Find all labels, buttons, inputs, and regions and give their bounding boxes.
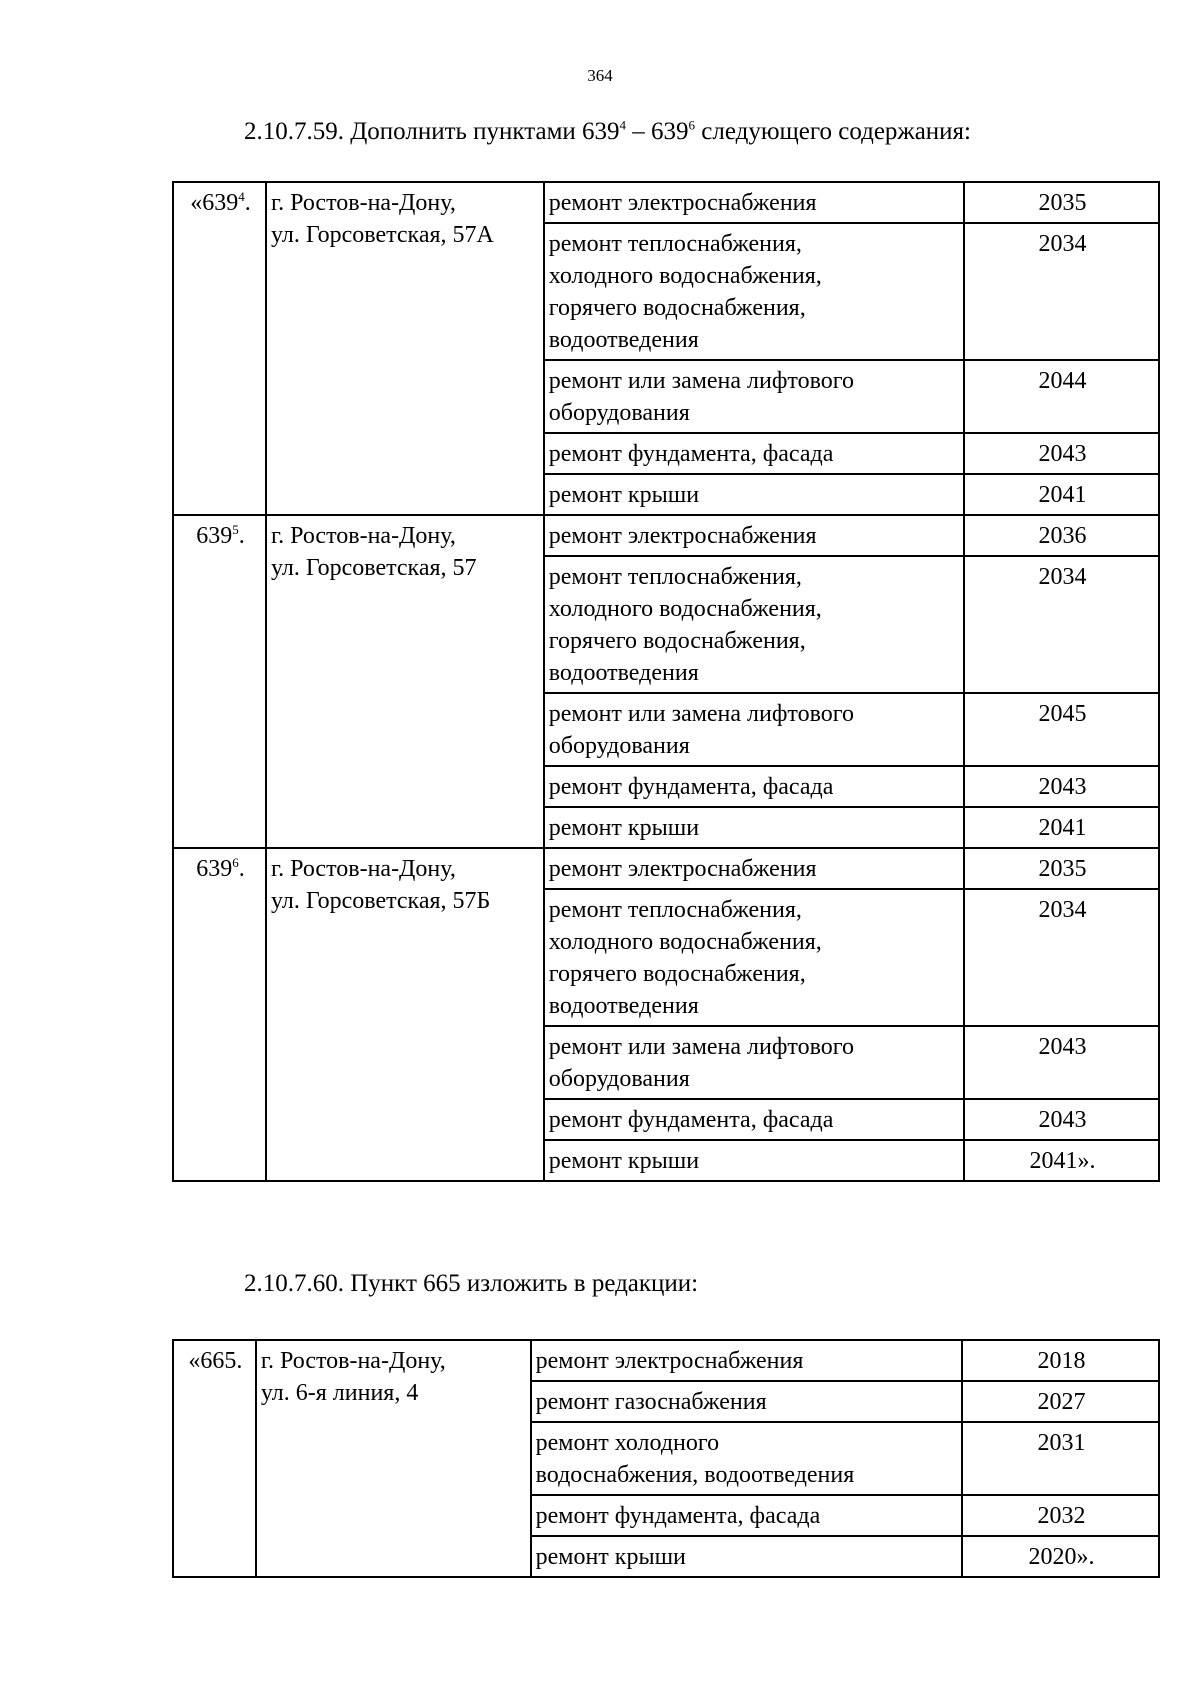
address-cell bbox=[266, 515, 544, 848]
planned-year-cell: 2041». bbox=[964, 1140, 1159, 1181]
work-type-cell bbox=[544, 766, 964, 807]
work-type-line: ремонт или замена лифтового bbox=[548, 1034, 855, 1060]
address-cell bbox=[266, 848, 544, 1181]
work-type-line: ремонт электроснабжения bbox=[548, 523, 817, 549]
work-type-cell bbox=[544, 223, 964, 360]
address-line: ул. Горсоветская, 57Б bbox=[270, 888, 491, 914]
work-type-line: холодного водоснабжения, bbox=[548, 596, 822, 622]
work-type-line: ремонт теплоснабжения, bbox=[548, 231, 802, 257]
work-type-line: водоотведения bbox=[548, 993, 699, 1019]
heading-text-mid: – 639 bbox=[626, 118, 689, 145]
section-heading-2-10-7-59 bbox=[244, 118, 971, 146]
work-type-line: ремонт электроснабжения bbox=[548, 856, 817, 882]
planned-year-cell: 2020». bbox=[962, 1536, 1159, 1577]
item-number-suffix: . bbox=[238, 523, 245, 549]
work-type-line: ремонт фундамента, фасада bbox=[535, 1503, 821, 1529]
work-type-line: ремонт крыши bbox=[548, 1148, 700, 1174]
work-type-cell bbox=[544, 848, 964, 889]
work-type-line: ремонт газоснабжения bbox=[535, 1389, 767, 1415]
heading-text-prefix: 2.10.7.59. Дополнить пунктами 639 bbox=[244, 118, 620, 145]
heading-text-suffix: следующего содержания: bbox=[695, 118, 971, 145]
item-number bbox=[173, 1340, 256, 1577]
planned-year-cell: 2043 bbox=[964, 1026, 1159, 1099]
repair-schedule-table-1 bbox=[172, 181, 1160, 1182]
work-type-cell bbox=[544, 433, 964, 474]
item-number bbox=[173, 515, 266, 848]
work-type-cell bbox=[544, 1140, 964, 1181]
address-line: г. Ростов-на-Дону, bbox=[270, 523, 456, 549]
table-row bbox=[173, 1340, 1159, 1381]
planned-year-cell: 2036 bbox=[964, 515, 1159, 556]
planned-year-cell: 2041 bbox=[964, 474, 1159, 515]
work-type-cell bbox=[531, 1340, 962, 1381]
work-type-cell bbox=[544, 515, 964, 556]
item-number-superscript: 4 bbox=[238, 189, 245, 204]
address-line: ул. Горсоветская, 57А bbox=[270, 222, 494, 248]
address-line: г. Ростов-на-Дону, bbox=[260, 1348, 446, 1374]
work-type-line: ремонт фундамента, фасада bbox=[548, 774, 834, 800]
item-number bbox=[173, 848, 266, 1181]
planned-year-cell: 2035 bbox=[964, 848, 1159, 889]
work-type-line: водоотведения bbox=[548, 660, 699, 686]
planned-year-cell: 2043 bbox=[964, 1099, 1159, 1140]
address-line: г. Ростов-на-Дону, bbox=[270, 856, 456, 882]
item-number-text: 639 bbox=[196, 523, 233, 549]
item-number-text: «665. bbox=[188, 1348, 243, 1374]
repair-schedule-table-2 bbox=[172, 1339, 1160, 1578]
item-number bbox=[173, 182, 266, 515]
work-type-cell bbox=[544, 1026, 964, 1099]
work-type-line: оборудования bbox=[548, 733, 690, 759]
item-number-superscript: 5 bbox=[232, 522, 239, 537]
planned-year-cell: 2018 bbox=[962, 1340, 1159, 1381]
work-type-line: оборудования bbox=[548, 1066, 690, 1092]
work-type-cell bbox=[531, 1422, 962, 1495]
work-type-cell bbox=[544, 474, 964, 515]
planned-year-cell: 2045 bbox=[964, 693, 1159, 766]
planned-year-cell: 2044 bbox=[964, 360, 1159, 433]
item-number-text: «639 bbox=[190, 190, 239, 216]
item-number-suffix: . bbox=[238, 856, 245, 882]
section-heading-2-10-7-60: 2.10.7.60. Пункт 665 изложить в редакции: bbox=[244, 1270, 699, 1297]
work-type-line: ремонт крыши bbox=[548, 482, 700, 508]
work-type-cell bbox=[544, 693, 964, 766]
work-type-line: ремонт крыши bbox=[548, 815, 700, 841]
work-type-line: водоотведения bbox=[548, 327, 699, 353]
planned-year-cell: 2035 bbox=[964, 182, 1159, 223]
planned-year-cell: 2034 bbox=[964, 556, 1159, 693]
planned-year-cell: 2043 bbox=[964, 433, 1159, 474]
heading-superscript-start: 4 bbox=[619, 117, 627, 133]
work-type-cell bbox=[544, 556, 964, 693]
planned-year-cell: 2034 bbox=[964, 889, 1159, 1026]
work-type-line: ремонт фундамента, фасада bbox=[548, 1107, 834, 1133]
work-type-line: ремонт холодного bbox=[535, 1430, 720, 1456]
address-line: ул. 6-я линия, 4 bbox=[260, 1380, 419, 1406]
work-type-line: горячего водоснабжения, bbox=[548, 295, 806, 321]
item-number-suffix: . bbox=[244, 190, 251, 216]
address-line: г. Ростов-на-Дону, bbox=[270, 190, 456, 216]
planned-year-cell: 2034 bbox=[964, 223, 1159, 360]
page-number: 364 bbox=[587, 66, 613, 85]
work-type-line: ремонт теплоснабжения, bbox=[548, 564, 802, 590]
work-type-cell bbox=[544, 807, 964, 848]
work-type-line: горячего водоснабжения, bbox=[548, 628, 806, 654]
planned-year-cell: 2027 bbox=[962, 1381, 1159, 1422]
item-number-superscript: 6 bbox=[232, 855, 239, 870]
planned-year-cell: 2031 bbox=[962, 1422, 1159, 1495]
work-type-line: ремонт электроснабжения bbox=[535, 1348, 804, 1374]
table-row bbox=[173, 182, 1159, 223]
planned-year-cell: 2032 bbox=[962, 1495, 1159, 1536]
planned-year-cell: 2043 bbox=[964, 766, 1159, 807]
address-line: ул. Горсоветская, 57 bbox=[270, 555, 477, 581]
work-type-line: горячего водоснабжения, bbox=[548, 961, 806, 987]
work-type-line: оборудования bbox=[548, 400, 690, 426]
planned-year-cell: 2041 bbox=[964, 807, 1159, 848]
address-cell bbox=[266, 182, 544, 515]
work-type-line: ремонт фундамента, фасада bbox=[548, 441, 834, 467]
work-type-line: ремонт или замена лифтового bbox=[548, 368, 855, 394]
address-cell bbox=[256, 1340, 531, 1577]
table-row bbox=[173, 515, 1159, 556]
work-type-line: холодного водоснабжения, bbox=[548, 263, 822, 289]
work-type-cell bbox=[531, 1536, 962, 1577]
work-type-line: ремонт крыши bbox=[535, 1544, 686, 1570]
work-type-line: ремонт теплоснабжения, bbox=[548, 897, 802, 923]
work-type-line: ремонт или замена лифтового bbox=[548, 701, 855, 727]
work-type-cell bbox=[544, 182, 964, 223]
work-type-cell bbox=[531, 1495, 962, 1536]
work-type-cell bbox=[544, 889, 964, 1026]
work-type-cell bbox=[531, 1381, 962, 1422]
work-type-line: ремонт электроснабжения bbox=[548, 190, 817, 216]
work-type-cell bbox=[544, 360, 964, 433]
work-type-line: холодного водоснабжения, bbox=[548, 929, 822, 955]
heading-superscript-end: 6 bbox=[688, 117, 696, 133]
work-type-line: водоснабжения, водоотведения bbox=[535, 1462, 855, 1488]
table-row bbox=[173, 848, 1159, 889]
item-number-text: 639 bbox=[196, 856, 233, 882]
work-type-cell bbox=[544, 1099, 964, 1140]
